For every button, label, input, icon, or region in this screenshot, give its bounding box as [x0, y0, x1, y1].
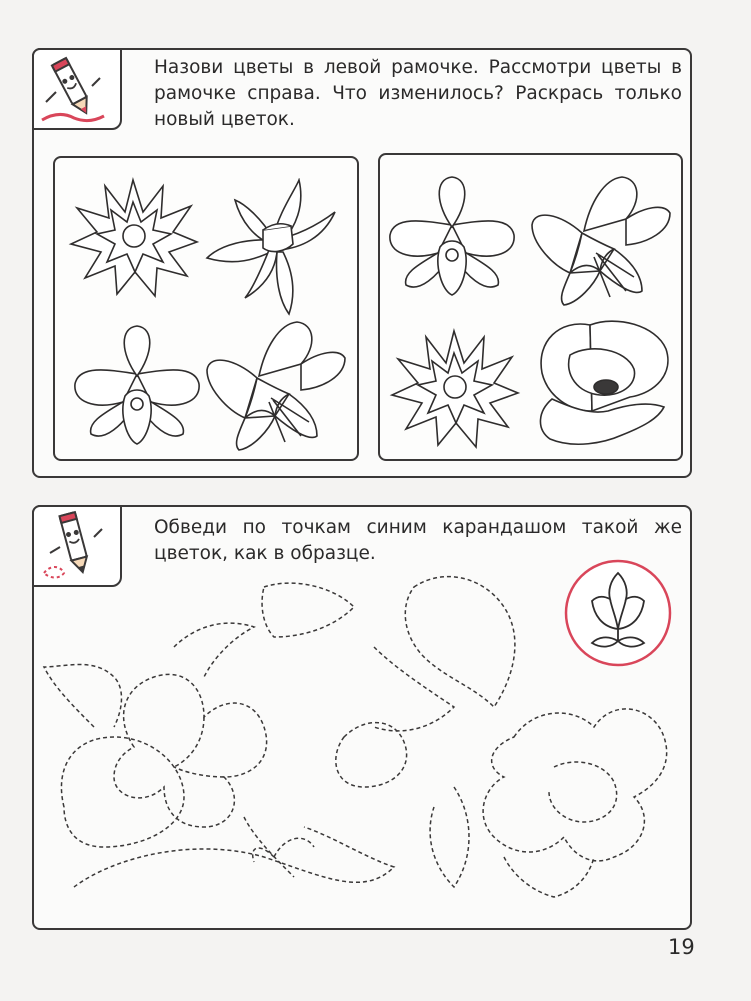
- tracing-flower-center: [549, 762, 617, 822]
- lily-icon: [207, 322, 345, 450]
- tracing-leaf: [174, 623, 254, 677]
- dahlia-icon: [384, 323, 524, 453]
- poppy-icon: [530, 315, 680, 455]
- tracing-petal-lines: [174, 717, 224, 777]
- task-instruction: Обведи по точкам синим карандашом такой же цветок, как в образце.: [154, 517, 682, 564]
- tracing-leaf: [61, 737, 184, 847]
- pencil-coloring-icon: [34, 50, 120, 128]
- task-icon-box: [32, 48, 122, 130]
- tracing-leaf: [504, 857, 594, 897]
- tracing-leaf: [374, 647, 454, 731]
- dahlia-icon: [63, 172, 203, 302]
- tracing-petal: [262, 583, 354, 637]
- tracing-flower-left: [114, 674, 267, 827]
- task-panel-trace-flower: [32, 505, 692, 930]
- right-flower-frame: [378, 153, 683, 461]
- tracing-leaf: [74, 827, 394, 887]
- tracing-bud: [336, 723, 407, 787]
- left-flower-frame: [53, 156, 359, 461]
- tracing-flower-right: [483, 709, 667, 861]
- tracing-leaf: [430, 787, 469, 887]
- orchid-icon: [390, 177, 514, 295]
- daffodil-icon: [205, 178, 345, 318]
- page-number: 19: [668, 935, 695, 959]
- tracing-flowers: [34, 567, 690, 907]
- task-panel-find-new-flower: [32, 48, 692, 478]
- orchid-icon: [75, 326, 199, 444]
- tracing-stem: [244, 817, 314, 877]
- lily-icon: [532, 177, 670, 305]
- task-instruction: Назови цветы в левой рамочке. Рассмотри цветы в рамочке справа. Что изменилось? Раскрась только новый цветок.: [154, 57, 682, 130]
- tracing-leaf: [405, 577, 515, 707]
- tracing-leaf: [44, 665, 122, 728]
